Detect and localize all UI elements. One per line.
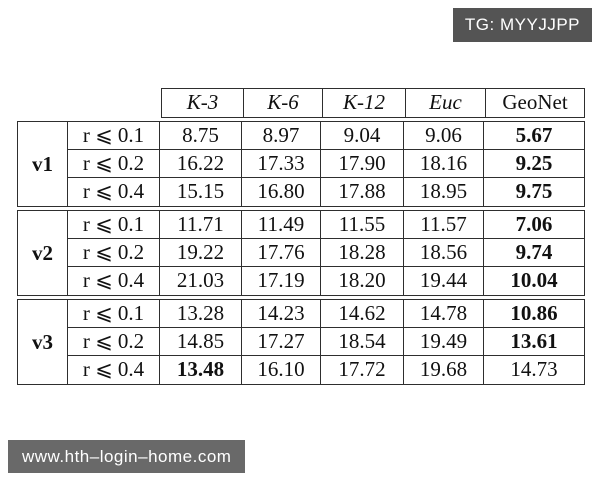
table-row: [68, 328, 584, 356]
group-v1: [17, 121, 585, 207]
value-cell: 18.54: [321, 328, 404, 355]
value-cell: 14.73: [510, 357, 558, 381]
condition-cell: r ⩽ 0.4: [68, 178, 160, 206]
group-v2: [17, 210, 585, 296]
column-header-k12: K-12: [322, 88, 405, 118]
table-row: [68, 300, 584, 328]
value-cell: 9.06: [404, 122, 484, 149]
value-cell: 14.85: [160, 328, 242, 355]
table-row: [68, 211, 584, 239]
value-cell: 11.49: [242, 211, 321, 238]
group-v3: [17, 299, 585, 385]
value-cell: 17.76: [242, 239, 321, 266]
condition-cell: r ⩽ 0.2: [68, 150, 160, 177]
tag-badge: TG: MYYJJPP: [453, 8, 592, 42]
value-cell: 17.33: [242, 150, 321, 177]
value-cell: 17.90: [321, 150, 404, 177]
value-cell-best: 10.86: [510, 301, 558, 325]
group-label: v2: [18, 211, 68, 295]
table-row: [68, 239, 584, 267]
value-cell: 16.22: [160, 150, 242, 177]
value-cell: 15.15: [160, 178, 242, 206]
value-cell-best: 7.06: [515, 212, 553, 236]
value-cell: 9.04: [321, 122, 404, 149]
value-cell: 17.27: [242, 328, 321, 355]
value-cell: 19.22: [160, 239, 242, 266]
watermark-url-bar: www.hth–login–home.com: [8, 440, 245, 473]
condition-cell: r ⩽ 0.4: [68, 356, 160, 384]
condition-cell: r ⩽ 0.2: [68, 328, 160, 355]
results-table: [17, 88, 585, 385]
value-cell: 16.10: [242, 356, 321, 384]
value-cell: 13.28: [160, 300, 242, 327]
value-cell: 18.56: [404, 239, 484, 266]
table-row: [68, 178, 584, 206]
table-row: [68, 122, 584, 150]
table-header-row: [161, 88, 585, 118]
value-cell: 17.72: [321, 356, 404, 384]
value-cell: 11.71: [160, 211, 242, 238]
column-header-k3: K-3: [161, 88, 243, 118]
group-label: v1: [18, 122, 68, 206]
value-cell: 14.23: [242, 300, 321, 327]
value-cell: 18.95: [404, 178, 484, 206]
condition-cell: r ⩽ 0.1: [68, 211, 160, 238]
column-header-euc: Euc: [405, 88, 485, 118]
value-cell: 19.49: [404, 328, 484, 355]
value-cell: 11.57: [404, 211, 484, 238]
value-cell-best: 9.25: [515, 151, 553, 175]
value-cell: 8.97: [242, 122, 321, 149]
value-cell: 14.62: [321, 300, 404, 327]
value-cell: 17.19: [242, 267, 321, 295]
condition-cell: r ⩽ 0.1: [68, 122, 160, 149]
condition-cell: r ⩽ 0.2: [68, 239, 160, 266]
value-cell: 16.80: [242, 178, 321, 206]
value-cell: 19.68: [404, 356, 484, 384]
value-cell: 17.88: [321, 178, 404, 206]
value-cell-best: 13.61: [510, 329, 558, 353]
value-cell: 8.75: [160, 122, 242, 149]
column-header-k6: K-6: [243, 88, 322, 118]
table-row: [68, 356, 584, 384]
condition-cell: r ⩽ 0.1: [68, 300, 160, 327]
value-cell-best: 9.74: [515, 240, 553, 264]
value-cell: 19.44: [404, 267, 484, 295]
table-row: [68, 267, 584, 295]
value-cell: 18.16: [404, 150, 484, 177]
value-cell-best: 10.04: [510, 268, 558, 292]
value-cell: 14.78: [404, 300, 484, 327]
value-cell: 18.20: [321, 267, 404, 295]
column-header-geonet: GeoNet: [485, 88, 585, 118]
value-cell: 11.55: [321, 211, 404, 238]
value-cell-best: 9.75: [515, 179, 553, 203]
value-cell-best: 5.67: [515, 123, 553, 147]
value-cell: 21.03: [160, 267, 242, 295]
table-row: [68, 150, 584, 178]
value-cell-best: 13.48: [160, 356, 242, 384]
group-label: v3: [18, 300, 68, 384]
condition-cell: r ⩽ 0.4: [68, 267, 160, 295]
value-cell: 18.28: [321, 239, 404, 266]
